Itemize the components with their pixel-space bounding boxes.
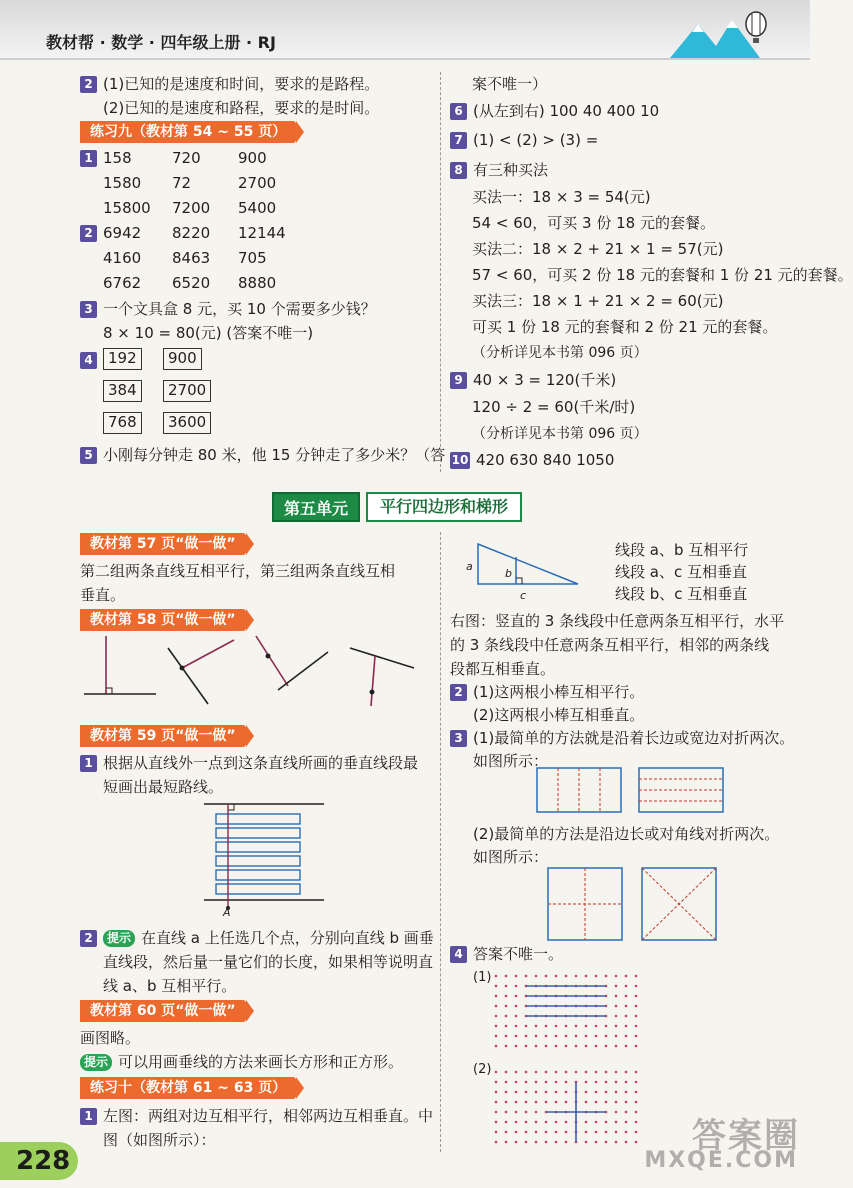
grid-dot xyxy=(525,975,528,978)
grid-dot xyxy=(535,1141,538,1144)
grid-dot xyxy=(505,995,508,998)
analysis-note: （分析详见本书第 096 页） xyxy=(472,426,648,442)
grid-dot xyxy=(515,1035,518,1038)
grid-dot xyxy=(635,1121,638,1124)
textbook-58-tag: 教材第 58 页“做一做” xyxy=(80,609,246,631)
grid-dot xyxy=(515,985,518,988)
grid-dot xyxy=(635,1015,638,1018)
grid-dot xyxy=(495,1091,498,1094)
unit-label: 第五单元 xyxy=(272,492,360,522)
page-number: 228 xyxy=(0,1142,78,1180)
grid-dot xyxy=(545,1081,548,1084)
grid-dot xyxy=(585,1121,588,1124)
grid-dot xyxy=(605,1081,608,1084)
grid-value: 7200 xyxy=(172,199,211,217)
grid-dot xyxy=(585,1025,588,1028)
grid-dot xyxy=(615,1101,618,1104)
grid-dot xyxy=(525,1045,528,1048)
grid-dot xyxy=(595,1025,598,1028)
grid-dot xyxy=(495,1101,498,1104)
dot-grid-perpendicular xyxy=(492,1068,642,1148)
grid-dot xyxy=(565,1081,568,1084)
grid-dot xyxy=(595,1071,598,1074)
chain-box: 2700 xyxy=(163,380,211,402)
watermark: 答案圈 xyxy=(692,1116,800,1156)
grid-dot xyxy=(535,1111,538,1114)
segment-c-label: c xyxy=(520,589,527,602)
grid-dot xyxy=(545,975,548,978)
grid-dot xyxy=(595,1045,598,1048)
grid-dot xyxy=(635,1045,638,1048)
grid-dot xyxy=(495,1121,498,1124)
answer-2-line1: 2 (1)这两根小棒互相平行。 xyxy=(450,682,644,702)
grid-dot xyxy=(555,1025,558,1028)
grid-dot xyxy=(615,1015,618,1018)
grid-dot xyxy=(495,1025,498,1028)
grid-value: 15800 xyxy=(103,199,151,217)
grid-dot xyxy=(525,1081,528,1084)
grid-dot xyxy=(515,1141,518,1144)
grid-dot xyxy=(515,1025,518,1028)
grid-dot xyxy=(625,1101,628,1104)
column-divider xyxy=(440,532,441,1152)
grid-dot xyxy=(545,1141,548,1144)
grid-dot xyxy=(565,975,568,978)
grid-dot xyxy=(625,1141,628,1144)
grid-dot xyxy=(545,1121,548,1124)
answer-3-line1: 3 (1)最简单的方法就是沿着长边或宽边对折两次。 xyxy=(450,728,794,748)
grid-dot xyxy=(535,1071,538,1074)
point-a-label: A xyxy=(223,906,231,919)
grid-dot xyxy=(605,1141,608,1144)
grid-dot xyxy=(515,1045,518,1048)
grid-dot xyxy=(515,1101,518,1104)
chain-box: 768 xyxy=(103,412,142,434)
grid-dot xyxy=(505,1091,508,1094)
grid-dot xyxy=(595,975,598,978)
answer-7: 7 (1) < (2) > (3) = xyxy=(450,130,598,150)
grid-dot xyxy=(505,975,508,978)
answer-5-continued: 案不唯一） xyxy=(472,75,548,93)
grid-dot xyxy=(605,1101,608,1104)
grid-dot xyxy=(625,1045,628,1048)
grid-dot xyxy=(635,1035,638,1038)
grid-dot xyxy=(565,1131,568,1134)
answer-2-part2: (2)已知的是速度和路程，要求的是时间。 xyxy=(103,99,380,117)
grid-dot xyxy=(505,1101,508,1104)
grid-dot xyxy=(495,1141,498,1144)
grid-dot xyxy=(505,1045,508,1048)
grid-dot xyxy=(625,975,628,978)
grid-dot xyxy=(515,1071,518,1074)
answer-57-line1: 第二组两条直线互相平行，第三组两条直线互相 xyxy=(80,562,396,580)
answer-8-line: 54 < 60，可买 3 份 18 元的套餐。 xyxy=(472,214,715,232)
answer-3-line2: 如图所示： xyxy=(473,752,549,770)
answer-8-line: 可买 1 份 18 元的套餐和 2 份 21 元的套餐。 xyxy=(472,318,778,336)
right-figure-explanation: 段都互相垂直。 xyxy=(450,660,556,678)
grid-dot xyxy=(515,1111,518,1114)
grid-dot xyxy=(585,1101,588,1104)
grid-dot xyxy=(595,1121,598,1124)
grid-dot xyxy=(615,1131,618,1134)
segment-statement: 线段 a、c 互相垂直 xyxy=(615,563,747,581)
grid-dot xyxy=(615,1045,618,1048)
grid-dot xyxy=(635,1025,638,1028)
grid-dot xyxy=(625,995,628,998)
question-number: 4 xyxy=(80,350,103,370)
answer-6: 6 (从左到右) 100 40 400 10 xyxy=(450,101,659,121)
hint-badge: 提示 xyxy=(80,1054,112,1071)
grid-dot xyxy=(605,1035,608,1038)
textbook-59-tag: 教材第 59 页“做一做” xyxy=(80,725,246,747)
grid-dot xyxy=(515,1091,518,1094)
grid-dot xyxy=(535,1131,538,1134)
grid-dot xyxy=(625,1025,628,1028)
grid-value: 8463 xyxy=(172,249,211,267)
chain-box: 384 xyxy=(103,380,142,402)
grid-dot xyxy=(625,1091,628,1094)
right-figure-explanation: 的 3 条线段中任意两条互相平行，相邻的两条线 xyxy=(450,636,770,654)
exercise-10-tag: 练习十（教材第 61 ~ 63 页） xyxy=(80,1077,296,1099)
grid-dot xyxy=(605,1045,608,1048)
answer-60: 画图略。 xyxy=(80,1029,141,1047)
grid-dot xyxy=(555,1141,558,1144)
grid-value: 6762 xyxy=(103,274,142,292)
grid-dot xyxy=(495,1081,498,1084)
grid-dot xyxy=(515,1015,518,1018)
grid-dot xyxy=(505,1015,508,1018)
grid-value: 8880 xyxy=(238,274,277,292)
grid-dot xyxy=(525,1025,528,1028)
grid-dot xyxy=(615,1081,618,1084)
grid-dot xyxy=(635,1131,638,1134)
answer-4: 4 答案不唯一。 xyxy=(450,944,563,964)
grid-dot xyxy=(525,1101,528,1104)
grid-dot xyxy=(595,1101,598,1104)
answer-8-line: 买法二：18 × 2 + 21 × 1 = 57(元) xyxy=(472,240,724,258)
grid-dot xyxy=(575,975,578,978)
grid-dot xyxy=(495,975,498,978)
grid-dot xyxy=(535,1045,538,1048)
grid-dot xyxy=(585,1081,588,1084)
grid-dot xyxy=(505,1111,508,1114)
grid-dot xyxy=(505,1081,508,1084)
grid-dot xyxy=(545,1131,548,1134)
mountain-balloon-icon xyxy=(670,10,780,58)
exercise-10-answer-1-line2: 图（如图所示）： xyxy=(103,1131,216,1149)
question-number: 1 xyxy=(80,148,103,168)
grid-dot xyxy=(585,1131,588,1134)
answer-3-solution: 8 × 10 = 80(元) (答案不唯一) xyxy=(103,324,314,342)
segment-b-label: b xyxy=(505,567,512,580)
grid-value: 6942 xyxy=(103,224,142,242)
answer-2-line2: (2)这两根小棒互相垂直。 xyxy=(473,706,645,724)
right-triangle-diagram xyxy=(462,540,587,590)
grid-dot xyxy=(565,1045,568,1048)
grid-dot xyxy=(635,1141,638,1144)
grid-dot xyxy=(525,1035,528,1038)
chain-box: 900 xyxy=(163,348,202,370)
right-figure-explanation: 右图：竖直的 3 条线段中任意两条互相平行，水平 xyxy=(450,612,785,630)
grid-value: 1580 xyxy=(103,174,142,192)
grid-dot xyxy=(515,1121,518,1124)
grid-dot xyxy=(565,1141,568,1144)
grid-dot xyxy=(635,1111,638,1114)
answer-3-line3: (2)最简单的方法是沿边长或对角线对折两次。 xyxy=(473,825,780,843)
grid-dot xyxy=(565,1071,568,1074)
grid-dot xyxy=(635,1101,638,1104)
answer-59-1-line2: 短画出最短路线。 xyxy=(103,778,224,796)
answer-5: 5 小刚每分钟走 80 米，他 15 分钟走了多少米？（答 xyxy=(80,445,445,465)
grid-dot xyxy=(555,1035,558,1038)
grid-dot xyxy=(525,1091,528,1094)
grid-value: 900 xyxy=(238,149,267,167)
grid-dot xyxy=(495,995,498,998)
grid-dot xyxy=(535,1091,538,1094)
grid-dot xyxy=(555,1045,558,1048)
hint-60: 提示 可以用画垂线的方法来画长方形和正方形。 xyxy=(80,1052,403,1072)
answer-8-line: 买法三：18 × 1 + 21 × 2 = 60(元) xyxy=(472,292,724,310)
grid-dot xyxy=(615,1005,618,1008)
grid-dot xyxy=(495,1131,498,1134)
grid-dot xyxy=(615,1025,618,1028)
fold-diagram-1 xyxy=(535,766,725,816)
grid-dot xyxy=(505,1131,508,1134)
column-divider xyxy=(440,72,441,472)
answer-8-line: 买法一：18 × 3 = 54(元) xyxy=(472,188,651,206)
answer-9: 9 40 × 3 = 120(千米) xyxy=(450,370,616,390)
watermark-url: MXQE.COM xyxy=(644,1148,798,1173)
grid-dot xyxy=(635,975,638,978)
grid-dot xyxy=(535,1081,538,1084)
grid-value: 12144 xyxy=(238,224,286,242)
grid-dot xyxy=(635,985,638,988)
grid-dot xyxy=(555,1121,558,1124)
grid-dot xyxy=(595,1035,598,1038)
grid-dot xyxy=(625,1035,628,1038)
grid-dot xyxy=(545,1101,548,1104)
grid-dot xyxy=(615,1035,618,1038)
grid-dot xyxy=(625,1015,628,1018)
label-part-2: (2) xyxy=(473,1062,492,1077)
chain-box: 192 xyxy=(103,348,142,370)
grid-dot xyxy=(615,975,618,978)
grid-value: 8220 xyxy=(172,224,211,242)
grid-dot xyxy=(595,1141,598,1144)
grid-dot xyxy=(525,1141,528,1144)
grid-dot xyxy=(535,975,538,978)
answer-9-line: 120 ÷ 2 = 60(千米/时) xyxy=(472,398,636,416)
grid-value: 705 xyxy=(238,249,267,267)
grid-dot xyxy=(585,975,588,978)
grid-dot xyxy=(615,1091,618,1094)
grid-dot xyxy=(575,1071,578,1074)
textbook-60-tag: 教材第 60 页“做一做” xyxy=(80,1000,246,1022)
grid-dot xyxy=(575,1025,578,1028)
grid-dot xyxy=(565,1121,568,1124)
grid-dot xyxy=(565,1025,568,1028)
segment-statement: 线段 a、b 互相平行 xyxy=(615,541,749,559)
grid-dot xyxy=(625,1111,628,1114)
grid-dot xyxy=(505,985,508,988)
label-part-1: (1) xyxy=(473,970,492,985)
grid-dot xyxy=(495,1005,498,1008)
textbook-57-tag: 教材第 57 页“做一做” xyxy=(80,533,246,555)
question-number: 2 xyxy=(80,223,103,243)
answer-8-line: 57 < 60，可买 2 份 18 元的套餐和 1 份 21 元的套餐。 xyxy=(472,266,853,284)
grid-dot xyxy=(575,1045,578,1048)
grid-dot xyxy=(625,1121,628,1124)
answer-3-line4: 如图所示： xyxy=(473,848,549,866)
grid-dot xyxy=(525,1111,528,1114)
grid-dot xyxy=(585,1045,588,1048)
grid-dot xyxy=(535,1035,538,1038)
grid-dot xyxy=(545,1091,548,1094)
answer-10: 10 420 630 840 1050 xyxy=(451,451,615,469)
grid-dot xyxy=(515,1005,518,1008)
grid-dot xyxy=(605,1121,608,1124)
grid-dot xyxy=(505,1025,508,1028)
dot-grid-parallel xyxy=(492,972,642,1048)
chain-box: 3600 xyxy=(163,412,211,434)
answer-8: 8 有三种买法 xyxy=(450,160,548,180)
grid-dot xyxy=(525,1121,528,1124)
grid-dot xyxy=(605,1025,608,1028)
answer-59-2-line3: 线 a、b 互相平行。 xyxy=(103,977,237,995)
grid-dot xyxy=(495,1035,498,1038)
question-number: 2 xyxy=(80,76,97,93)
grid-dot xyxy=(515,975,518,978)
grid-dot xyxy=(585,1035,588,1038)
grid-dot xyxy=(555,1071,558,1074)
grid-dot xyxy=(525,1131,528,1134)
answer-59-2: 2 提示 在直线 a 上任选几个点，分别向直线 b 画垂 xyxy=(80,928,434,948)
hint-badge: 提示 xyxy=(103,930,135,947)
page-header xyxy=(0,0,810,60)
grid-dot xyxy=(635,1005,638,1008)
grid-dot xyxy=(605,1071,608,1074)
grid-dot xyxy=(575,1035,578,1038)
grid-dot xyxy=(565,1035,568,1038)
book-title: 教材帮 · 数学 · 四年级上册 · RJ xyxy=(46,33,276,52)
grid-dot xyxy=(615,1111,618,1114)
grid-dot xyxy=(595,1131,598,1134)
grid-dot xyxy=(535,1025,538,1028)
grid-dot xyxy=(625,1131,628,1134)
grid-dot xyxy=(555,1131,558,1134)
answer-57-line2: 垂直。 xyxy=(80,586,126,604)
segment-statement: 线段 b、c 互相垂直 xyxy=(615,585,748,603)
grid-value: 72 xyxy=(172,174,192,192)
grid-dot xyxy=(495,1045,498,1048)
grid-dot xyxy=(635,995,638,998)
grid-dot xyxy=(505,1005,508,1008)
grid-dot xyxy=(585,1091,588,1094)
grid-dot xyxy=(515,1081,518,1084)
grid-dot xyxy=(565,1091,568,1094)
grid-dot xyxy=(625,1005,628,1008)
grid-dot xyxy=(635,1081,638,1084)
answer-2-part1: 2 (1)已知的是速度和时间，要求的是路程。 xyxy=(80,74,379,94)
segment-a-label: a xyxy=(466,560,473,573)
grid-dot xyxy=(585,1071,588,1074)
grid-dot xyxy=(615,1121,618,1124)
grid-value: 6520 xyxy=(172,274,211,292)
grid-value: 5400 xyxy=(238,199,277,217)
grid-dot xyxy=(495,1015,498,1018)
grid-dot xyxy=(505,1121,508,1124)
grid-dot xyxy=(525,1071,528,1074)
grid-dot xyxy=(605,975,608,978)
grid-value: 4160 xyxy=(103,249,142,267)
grid-dot xyxy=(555,1081,558,1084)
answer-59-2-line2: 直线段，然后量一量它们的长度，如果相等说明直 xyxy=(103,953,434,971)
grid-dot xyxy=(545,1035,548,1038)
grid-value: 2700 xyxy=(238,174,277,192)
grid-dot xyxy=(635,1091,638,1094)
grid-dot xyxy=(505,1035,508,1038)
perpendicular-drawings xyxy=(78,630,428,710)
grid-dot xyxy=(605,1131,608,1134)
grid-dot xyxy=(535,1121,538,1124)
grid-dot xyxy=(625,1071,628,1074)
grid-dot xyxy=(615,985,618,988)
grid-dot xyxy=(615,995,618,998)
grid-dot xyxy=(585,1141,588,1144)
exercise-9-tag: 练习九（教材第 54 ~ 55 页） xyxy=(80,121,296,143)
grid-dot xyxy=(545,1071,548,1074)
grid-dot xyxy=(635,1071,638,1074)
exercise-10-answer-1: 1 左图：两组对边互相平行，相邻两边互相垂直。中 xyxy=(80,1106,433,1126)
grid-dot xyxy=(565,1101,568,1104)
grid-dot xyxy=(555,1101,558,1104)
grid-dot xyxy=(495,1071,498,1074)
grid-dot xyxy=(505,1141,508,1144)
grid-value: 158 xyxy=(103,149,132,167)
grid-value: 720 xyxy=(172,149,201,167)
grid-dot xyxy=(495,985,498,988)
grid-dot xyxy=(545,1045,548,1048)
grid-dot xyxy=(625,1081,628,1084)
grid-dot xyxy=(545,1025,548,1028)
grid-dot xyxy=(595,1091,598,1094)
analysis-note: （分析详见本书第 096 页） xyxy=(472,345,648,361)
grid-dot xyxy=(595,1081,598,1084)
grid-dot xyxy=(515,995,518,998)
grid-dot xyxy=(515,1131,518,1134)
grid-dot xyxy=(615,1141,618,1144)
grid-dot xyxy=(605,1091,608,1094)
answer-3-question: 3 一个文具盒 8 元，买 10 个需要多少钱？ xyxy=(80,299,376,319)
grid-dot xyxy=(615,1071,618,1074)
grid-dot xyxy=(495,1111,498,1114)
unit-name: 平行四边形和梯形 xyxy=(366,492,522,522)
shortest-path-diagram xyxy=(200,800,330,918)
grid-dot xyxy=(555,975,558,978)
unit-banner xyxy=(272,492,522,522)
fold-diagram-2 xyxy=(546,866,722,942)
grid-dot xyxy=(555,1091,558,1094)
grid-dot xyxy=(625,985,628,988)
grid-dot xyxy=(535,1101,538,1104)
answer-59-1: 1 根据从直线外一点到这条直线所画的垂直线段最 xyxy=(80,753,418,773)
grid-dot xyxy=(505,1071,508,1074)
